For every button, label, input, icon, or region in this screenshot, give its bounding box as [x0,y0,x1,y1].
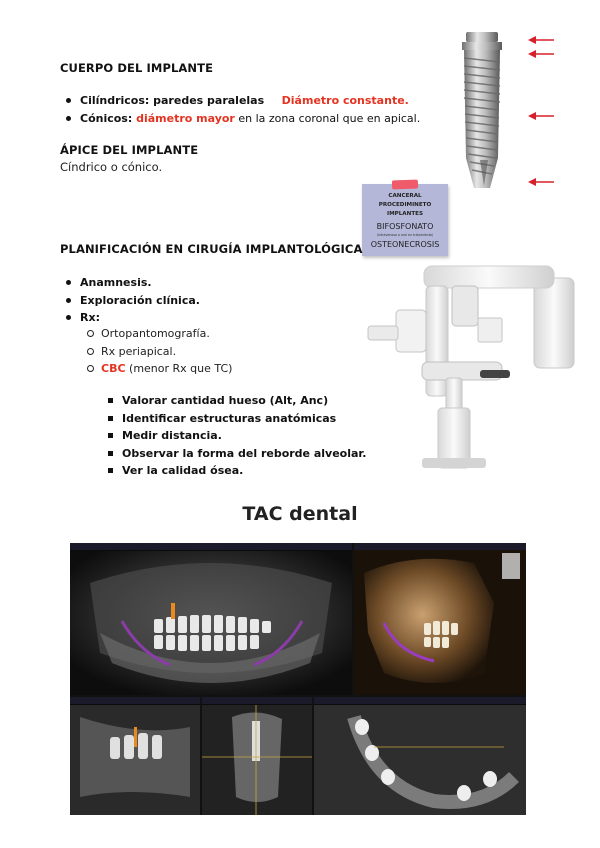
list-item [85,325,365,343]
cuerpo-list [60,92,450,127]
list-item [106,392,406,410]
rx-cbc: CBC [101,362,126,375]
tac-image [70,543,526,815]
tac-panoramic-panel [70,543,352,695]
sticky-line4: BIFOSFONATO [376,222,434,231]
cuerpo-item2-rest: en la zona coronal que en apical. [234,111,421,125]
cbc-item-2: Medir distancia. [122,429,222,442]
rx-sub2: Rx periapical. [101,344,177,358]
sticky-line6: OSTEONECROSIS [370,240,440,249]
list-item [106,427,406,445]
sticky-line1: CANCERAL [388,193,422,199]
cbct-machine-image [362,258,588,472]
plan-item-2: Rx: [80,311,100,324]
planificacion-list [60,274,360,327]
list-item [106,410,406,428]
implant-image [450,28,560,198]
rx-sub1: Ortopantomografía. [101,327,210,340]
cuerpo-item2-colon: : [127,111,137,125]
cbc-item-3: Observar la forma del reborde alveolar. [122,446,367,460]
apice-text: Cíndrico o cónico. [60,160,163,174]
cuerpo-item1-bold: Cilíndricos: paredes paralelas [80,94,265,107]
tac-cross-section-panel [202,697,312,815]
tac-sagittal-panel [70,697,200,815]
list-item [60,110,450,128]
cuerpo-item2-red: diámetro mayor [136,111,235,125]
sticky-line5: (intravenoso o oral en tratamiento) [376,233,434,237]
plan-item-1: Exploración clínica. [80,293,200,307]
sticky-tape [392,180,418,190]
list-item [85,343,365,361]
list-item [60,274,360,292]
sticky-header [362,192,448,219]
list-item [85,360,365,378]
tac-title: TAC dental [242,503,358,525]
sticky-line3: IMPLANTES [387,211,423,217]
sticky-note [362,184,448,256]
tac-axial-panel [314,697,526,815]
rx-cbc-rest: (menor Rx que TC) [125,362,233,375]
section-title-apice: ÁPICE DEL IMPLANTE [60,143,199,157]
sticky-line2: PROCEDIMINETO [378,202,432,208]
cbc-item-4: Ver la calidad ósea. [122,464,244,477]
cbc-item-0: Valorar cantidad hueso (Alt, Anc) [122,394,329,407]
plan-item-0: Anamnesis. [80,276,152,289]
list-item [106,445,406,463]
list-item [60,292,360,310]
cuerpo-item2-bold: Cónicos [80,111,128,125]
list-item [60,92,450,110]
list-item [106,462,406,480]
cuerpo-item1-dot: . [404,94,409,107]
tac-3d-panel [354,543,526,695]
cuerpo-item1-red: Diámetro constante [281,94,405,107]
cbc-item-1: Identificar estructuras anatómicas [122,411,337,425]
section-title-planificacion: PLANIFICACIÓN EN CIRUGÍA IMPLANTOLÓGICA [60,242,363,256]
cbc-list [106,392,406,480]
list-item [60,309,360,327]
section-title-cuerpo: CUERPO DEL IMPLANTE [60,61,214,75]
rx-sublist [85,325,365,378]
